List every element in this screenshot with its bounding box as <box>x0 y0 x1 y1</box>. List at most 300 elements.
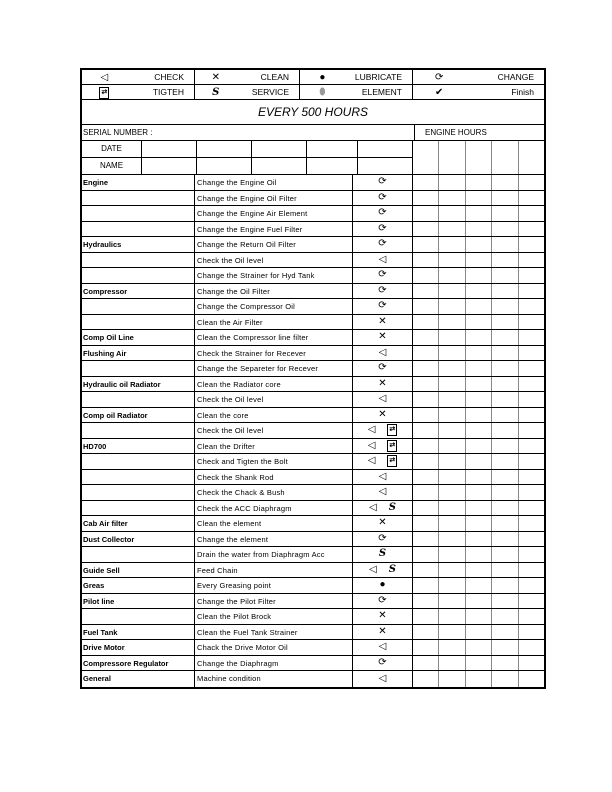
table-row <box>82 175 544 191</box>
hours-checkbox-cell[interactable] <box>492 501 518 516</box>
hours-checkbox-cell[interactable] <box>439 671 465 687</box>
hours-checkbox-cell[interactable] <box>413 640 439 655</box>
hours-checkbox-cell[interactable] <box>439 485 465 500</box>
action-icons <box>353 609 413 624</box>
hours-checkbox-cell[interactable] <box>466 423 492 438</box>
check-icon: ◁ <box>378 641 387 653</box>
table-row <box>82 361 544 377</box>
check-icon: ◁ <box>369 501 377 513</box>
hours-checkbox-cell[interactable] <box>519 392 544 407</box>
table-row <box>82 253 544 269</box>
category-cell: Hydraulic oil Radiator <box>82 377 195 392</box>
hours-checkbox-cell[interactable] <box>492 439 518 454</box>
hours-checkbox-cell[interactable] <box>439 330 465 345</box>
hours-checkbox-cell[interactable] <box>492 377 518 392</box>
check-icon: ◁ <box>378 672 387 684</box>
hours-checkbox-cell[interactable] <box>466 470 492 485</box>
action-icons <box>353 625 413 640</box>
action-icons <box>353 671 413 687</box>
date-field[interactable] <box>252 141 307 157</box>
hours-checkbox-cell[interactable] <box>439 284 465 299</box>
hours-checkbox-cell[interactable] <box>439 656 465 671</box>
hours-checkbox-cell[interactable] <box>466 532 492 547</box>
change-icon: ⟳ <box>378 300 387 312</box>
hours-checkbox-cell[interactable] <box>439 175 465 190</box>
category-cell <box>82 547 195 562</box>
action-icons <box>353 315 413 330</box>
hours-checkbox-cell[interactable] <box>439 423 465 438</box>
category-cell: Fuel Tank <box>82 625 195 640</box>
action-icons <box>353 516 413 531</box>
hours-checkbox-cell[interactable] <box>519 516 544 531</box>
hours-checkbox-cell[interactable] <box>466 408 492 423</box>
hours-checkbox-cell[interactable] <box>492 284 518 299</box>
hours-checkbox-cell[interactable] <box>519 268 544 283</box>
name-field[interactable] <box>307 158 358 174</box>
hours-checkbox-cell[interactable] <box>492 470 518 485</box>
hours-checkbox-cell[interactable] <box>492 671 518 687</box>
hours-checkbox-cell[interactable] <box>492 563 518 578</box>
hours-checkbox-cell[interactable] <box>519 470 544 485</box>
name-field[interactable] <box>358 158 412 174</box>
hours-checkbox-cell[interactable] <box>492 640 518 655</box>
category-cell: Drive Motor <box>82 640 195 655</box>
hours-checkbox-cell[interactable] <box>466 656 492 671</box>
hours-checkbox-cell[interactable] <box>413 175 439 190</box>
hours-checkbox-cell[interactable] <box>413 439 439 454</box>
category-cell <box>82 454 195 469</box>
hours-checkbox-cell[interactable] <box>466 191 492 206</box>
hours-checkbox-cell[interactable] <box>439 392 465 407</box>
clean-icon: ✕ <box>211 71 220 83</box>
tighten-icon: ⇄ <box>387 424 397 436</box>
hours-checkbox-cell[interactable] <box>466 609 492 624</box>
hours-checkbox-cell[interactable] <box>413 671 439 687</box>
action-icons <box>353 191 413 206</box>
action-icons <box>353 206 413 221</box>
table-row <box>82 439 544 455</box>
hours-checkbox-cell[interactable] <box>413 501 439 516</box>
hours-checkbox-cell[interactable] <box>439 253 465 268</box>
hours-checkbox-cell[interactable] <box>519 237 544 252</box>
task-cell: Clean the element <box>195 516 353 531</box>
hours-checkbox-cell[interactable] <box>519 175 544 190</box>
hours-checkbox-cell[interactable] <box>439 268 465 283</box>
table-row <box>82 609 544 625</box>
hours-checkbox-cell[interactable] <box>492 299 518 314</box>
task-cell: Clean the Air Filter <box>195 315 353 330</box>
hours-checkbox-cell[interactable] <box>439 346 465 361</box>
hours-checkbox-cell[interactable] <box>466 175 492 190</box>
hours-checkbox-cell[interactable] <box>413 237 439 252</box>
hours-checkbox-cell[interactable] <box>439 594 465 609</box>
hours-checkbox-cell[interactable] <box>466 253 492 268</box>
hours-checkbox-cell[interactable] <box>439 516 465 531</box>
hours-checkbox-cell[interactable] <box>466 501 492 516</box>
clean-icon: ✕ <box>378 610 387 622</box>
task-cell: Clean the Drifter <box>195 439 353 454</box>
action-icons <box>353 485 413 500</box>
table-row <box>82 392 544 408</box>
table-row <box>82 671 544 687</box>
service-icon: S <box>212 86 220 98</box>
hours-checkbox-cell[interactable] <box>466 671 492 687</box>
action-icons <box>353 470 413 485</box>
hours-checkbox-cell[interactable] <box>439 501 465 516</box>
legend-label: SERVICE <box>251 87 289 97</box>
change-icon: ⟳ <box>378 532 387 544</box>
hours-checkbox-cell[interactable] <box>439 377 465 392</box>
hours-checkbox-cell[interactable] <box>492 392 518 407</box>
hours-checkbox-cell[interactable] <box>492 485 518 500</box>
legend-row <box>82 85 544 100</box>
hours-checkbox-cell[interactable] <box>519 594 544 609</box>
date-field[interactable] <box>197 141 252 157</box>
hours-checkbox-cell[interactable] <box>519 501 544 516</box>
task-cell: Check the ACC Diaphragm <box>195 501 353 516</box>
action-icons <box>353 392 413 407</box>
table-row <box>82 222 544 238</box>
legend-label: Finish <box>511 87 534 97</box>
table-row <box>82 485 544 501</box>
hours-checkbox-cell[interactable] <box>492 547 518 562</box>
hours-checkbox-cell[interactable] <box>492 315 518 330</box>
hours-checkbox-cell[interactable] <box>413 547 439 562</box>
finish-icon: ✔ <box>435 86 444 98</box>
task-cell: Change the Engine Oil Filter <box>195 191 353 206</box>
service-icon: S <box>378 548 387 560</box>
check-icon: ◁ <box>100 71 109 83</box>
hours-checkbox-cell[interactable] <box>466 516 492 531</box>
hours-checkbox-cell[interactable] <box>519 330 544 345</box>
hours-checkbox-cell[interactable] <box>413 284 439 299</box>
hours-checkbox-cell[interactable] <box>492 516 518 531</box>
task-cell: Check and Tigten the Bolt <box>195 454 353 469</box>
hours-checkbox-cell[interactable] <box>519 377 544 392</box>
date-field[interactable] <box>358 141 412 157</box>
hours-checkbox-cell[interactable] <box>519 206 544 221</box>
hours-checkbox-cell[interactable] <box>466 485 492 500</box>
category-cell <box>82 268 195 283</box>
hours-checkbox-cell[interactable] <box>466 392 492 407</box>
check-icon: ◁ <box>378 393 387 405</box>
category-cell: Comp Oil Line <box>82 330 195 345</box>
table-row <box>82 640 544 656</box>
hours-checkbox-cell[interactable] <box>519 671 544 687</box>
hours-checkbox-cell[interactable] <box>466 284 492 299</box>
task-cell: Machine condition <box>195 671 353 687</box>
hours-checkbox-cell[interactable] <box>519 532 544 547</box>
action-icons <box>353 361 413 376</box>
hours-checkbox-cell[interactable] <box>519 284 544 299</box>
task-cell: Feed Chain <box>195 563 353 578</box>
hours-checkbox-cell[interactable] <box>413 454 439 469</box>
hours-checkbox-cell[interactable] <box>492 346 518 361</box>
clean-icon: ✕ <box>378 517 387 529</box>
hours-checkbox-cell[interactable] <box>413 656 439 671</box>
hours-checkbox-cell[interactable] <box>492 594 518 609</box>
action-icons <box>353 532 413 547</box>
hours-checkbox-cell[interactable] <box>466 454 492 469</box>
hours-checkbox-cell[interactable] <box>519 299 544 314</box>
table-row <box>82 268 544 284</box>
task-cell: Change the Engine Air Element <box>195 206 353 221</box>
hours-checkbox-cell[interactable] <box>466 206 492 221</box>
change-icon: ⟳ <box>378 362 387 374</box>
action-icons <box>353 237 413 252</box>
hours-checkbox-cell[interactable] <box>413 377 439 392</box>
change-icon: ⟳ <box>378 176 387 188</box>
category-cell <box>82 470 195 485</box>
hours-checkbox-cell[interactable] <box>466 268 492 283</box>
date-label: DATE <box>82 141 142 157</box>
hours-checkbox-cell[interactable] <box>413 346 439 361</box>
category-cell <box>82 609 195 624</box>
hours-checkbox-cell[interactable] <box>466 222 492 237</box>
hours-checkbox-cell[interactable] <box>439 315 465 330</box>
table-row <box>82 408 544 424</box>
table-row <box>82 299 544 315</box>
hours-checkbox-cell[interactable] <box>439 222 465 237</box>
hours-checkbox-cell[interactable] <box>466 594 492 609</box>
hours-checkbox-cell[interactable] <box>413 470 439 485</box>
maintenance-checklist <box>80 68 546 689</box>
hours-checkbox-cell[interactable] <box>492 454 518 469</box>
hours-checkbox-cell[interactable] <box>413 408 439 423</box>
hours-checkbox-cell[interactable] <box>519 625 544 640</box>
task-cell: Check the Chack & Bush <box>195 485 353 500</box>
task-cell: Chack the Drive Motor Oil <box>195 640 353 655</box>
hours-checkbox-cell[interactable] <box>466 237 492 252</box>
task-cell: Change the Compressor Oil <box>195 299 353 314</box>
hours-checkbox-cell[interactable] <box>413 485 439 500</box>
hours-checkbox-cell[interactable] <box>492 656 518 671</box>
hours-checkbox-cell[interactable] <box>519 640 544 655</box>
hours-checkbox-cell[interactable] <box>439 454 465 469</box>
hours-checkbox-cell[interactable] <box>466 315 492 330</box>
table-row <box>82 501 544 517</box>
clean-icon: ✕ <box>378 625 387 637</box>
hours-checkbox-cell[interactable] <box>413 268 439 283</box>
hours-checkbox-cell[interactable] <box>492 253 518 268</box>
name-field[interactable] <box>197 158 252 174</box>
tighten-icon: ⇄ <box>99 87 109 99</box>
hours-checkbox-cell[interactable] <box>466 640 492 655</box>
category-cell: Pilot line <box>82 594 195 609</box>
table-row <box>82 423 544 439</box>
hours-checkbox-cell[interactable] <box>413 253 439 268</box>
hours-checkbox-cell[interactable] <box>439 547 465 562</box>
hours-checkbox-cell[interactable] <box>413 423 439 438</box>
hours-checkbox-cell[interactable] <box>519 454 544 469</box>
hours-checkbox-cell[interactable] <box>439 578 465 593</box>
legend-label: CHECK <box>154 72 184 82</box>
legend-label: TIGTEH <box>152 87 184 97</box>
hours-checkbox-cell[interactable] <box>466 377 492 392</box>
clean-icon: ✕ <box>378 315 387 327</box>
hours-checkbox-cell[interactable] <box>413 330 439 345</box>
hours-checkbox-cell[interactable] <box>413 516 439 531</box>
category-cell: Hydraulics <box>82 237 195 252</box>
hours-checkbox-cell[interactable] <box>519 609 544 624</box>
hours-checkbox-cell[interactable] <box>439 361 465 376</box>
hours-checkbox-cell[interactable] <box>439 563 465 578</box>
hours-checkbox-cell[interactable] <box>439 237 465 252</box>
hours-checkbox-cell[interactable] <box>492 206 518 221</box>
hours-checkbox-cell[interactable] <box>413 563 439 578</box>
task-cell: Clean the Radiator core <box>195 377 353 392</box>
hours-checkbox-cell[interactable] <box>439 439 465 454</box>
category-cell <box>82 222 195 237</box>
hours-checkbox-cell[interactable] <box>413 191 439 206</box>
hours-checkbox-cell[interactable] <box>492 408 518 423</box>
table-row <box>82 330 544 346</box>
page-title: EVERY 500 HOURS <box>82 100 544 125</box>
hours-checkbox-cell[interactable] <box>466 578 492 593</box>
table-row <box>82 377 544 393</box>
action-icons <box>353 423 413 438</box>
table-row <box>82 656 544 672</box>
task-cell: Clean the Pilot Brock <box>195 609 353 624</box>
hours-checkbox-cell[interactable] <box>492 361 518 376</box>
table-row <box>82 547 544 563</box>
hours-checkbox-cell[interactable] <box>492 237 518 252</box>
hours-checkbox-cell[interactable] <box>413 361 439 376</box>
action-icons <box>353 299 413 314</box>
category-cell <box>82 253 195 268</box>
hours-checkbox-cell[interactable] <box>519 563 544 578</box>
category-cell <box>82 501 195 516</box>
hours-checkbox-cell[interactable] <box>519 253 544 268</box>
category-cell: Cab Air filter <box>82 516 195 531</box>
hours-checkbox-cell[interactable] <box>492 578 518 593</box>
action-icons <box>353 253 413 268</box>
hours-checkbox-cell[interactable] <box>519 547 544 562</box>
clean-icon: ✕ <box>378 331 387 343</box>
hours-checkbox-cell[interactable] <box>519 578 544 593</box>
change-icon: ⟳ <box>378 269 387 281</box>
hours-checkbox-cell[interactable] <box>439 609 465 624</box>
name-field[interactable] <box>252 158 307 174</box>
hours-checkbox-cell[interactable] <box>492 609 518 624</box>
lubricate-icon: ● <box>379 579 386 591</box>
table-row <box>82 315 544 331</box>
category-cell <box>82 392 195 407</box>
hours-checkbox-cell[interactable] <box>519 485 544 500</box>
hours-checkbox-cell[interactable] <box>413 578 439 593</box>
tighten-icon: ⇄ <box>387 455 397 467</box>
legend-label: LUBRICATE <box>354 72 402 82</box>
hours-checkbox-cell[interactable] <box>466 439 492 454</box>
hours-checkbox-cell[interactable] <box>413 206 439 221</box>
action-icons <box>353 222 413 237</box>
hours-checkbox-cell[interactable] <box>519 191 544 206</box>
hours-checkbox-cell[interactable] <box>466 330 492 345</box>
action-icons <box>353 594 413 609</box>
hours-checkbox-cell[interactable] <box>439 408 465 423</box>
hours-checkbox-cell[interactable] <box>439 532 465 547</box>
task-cell: Change the Engine Fuel Filter <box>195 222 353 237</box>
check-icon: ◁ <box>378 253 387 265</box>
hours-checkbox-cell[interactable] <box>413 625 439 640</box>
element-icon: ⬮ <box>319 86 326 98</box>
hours-checkbox-cell[interactable] <box>413 315 439 330</box>
hours-checkbox-cell[interactable] <box>519 656 544 671</box>
table-row <box>82 284 544 300</box>
change-icon: ⟳ <box>378 238 387 250</box>
hours-checkbox-cell[interactable] <box>439 206 465 221</box>
hours-checkbox-cell[interactable] <box>519 439 544 454</box>
change-icon: ⟳ <box>378 656 387 668</box>
task-cell: Check the Oil level <box>195 253 353 268</box>
date-field[interactable] <box>307 141 358 157</box>
hours-checkbox-cell[interactable] <box>492 175 518 190</box>
category-cell: HD700 <box>82 439 195 454</box>
hours-checkbox-cell[interactable] <box>519 346 544 361</box>
hours-checkbox-cell[interactable] <box>466 299 492 314</box>
hours-checkbox-cell[interactable] <box>413 392 439 407</box>
hours-checkbox-cell[interactable] <box>466 563 492 578</box>
task-cell: Change the element <box>195 532 353 547</box>
hours-checkbox-cell[interactable] <box>413 609 439 624</box>
check-icon: ◁ <box>378 346 387 358</box>
hours-checkbox-cell[interactable] <box>519 315 544 330</box>
task-cell: Change the Oil Filter <box>195 284 353 299</box>
hours-checkbox-cell[interactable] <box>466 625 492 640</box>
action-icons <box>353 501 413 516</box>
hours-checkbox-cell[interactable] <box>439 470 465 485</box>
hours-checkbox-cell[interactable] <box>492 532 518 547</box>
hours-checkbox-cell[interactable] <box>413 594 439 609</box>
hours-checkbox-cell[interactable] <box>492 330 518 345</box>
hours-checkbox-cell[interactable] <box>439 191 465 206</box>
hours-checkbox-cell[interactable] <box>492 268 518 283</box>
date-field[interactable] <box>142 141 197 157</box>
task-cell: Drain the water from Diaphragm Acc <box>195 547 353 562</box>
change-icon: ⟳ <box>378 284 387 296</box>
action-icons <box>353 439 413 454</box>
category-cell: Comp oil Radiator <box>82 408 195 423</box>
category-cell <box>82 206 195 221</box>
category-cell <box>82 299 195 314</box>
hours-checkbox-cell[interactable] <box>492 625 518 640</box>
hours-checkbox-cell[interactable] <box>439 625 465 640</box>
category-cell: General <box>82 671 195 687</box>
hours-checkbox-cell[interactable] <box>413 532 439 547</box>
hours-checkbox-cell[interactable] <box>492 191 518 206</box>
task-cell: Change the Engine Oil <box>195 175 353 190</box>
hours-checkbox-cell[interactable] <box>519 423 544 438</box>
hours-checkbox-cell[interactable] <box>413 299 439 314</box>
hours-checkbox-cell[interactable] <box>519 361 544 376</box>
name-field[interactable] <box>142 158 197 174</box>
hours-checkbox-cell[interactable] <box>439 299 465 314</box>
hours-checkbox-cell[interactable] <box>439 640 465 655</box>
action-icons <box>353 268 413 283</box>
table-row <box>82 578 544 594</box>
hours-checkbox-cell[interactable] <box>466 361 492 376</box>
hours-checkbox-cell[interactable] <box>466 346 492 361</box>
hours-checkbox-cell[interactable] <box>519 408 544 423</box>
hours-checkbox-cell[interactable] <box>492 423 518 438</box>
hours-checkbox-cell[interactable] <box>519 222 544 237</box>
service-icon: S <box>388 501 396 513</box>
hours-checkbox-cell[interactable] <box>492 222 518 237</box>
hours-checkbox-cell[interactable] <box>466 547 492 562</box>
service-icon: S <box>388 563 396 575</box>
hours-checkbox-cell[interactable] <box>413 222 439 237</box>
task-cell: Change the Strainer for Hyd Tank <box>195 268 353 283</box>
